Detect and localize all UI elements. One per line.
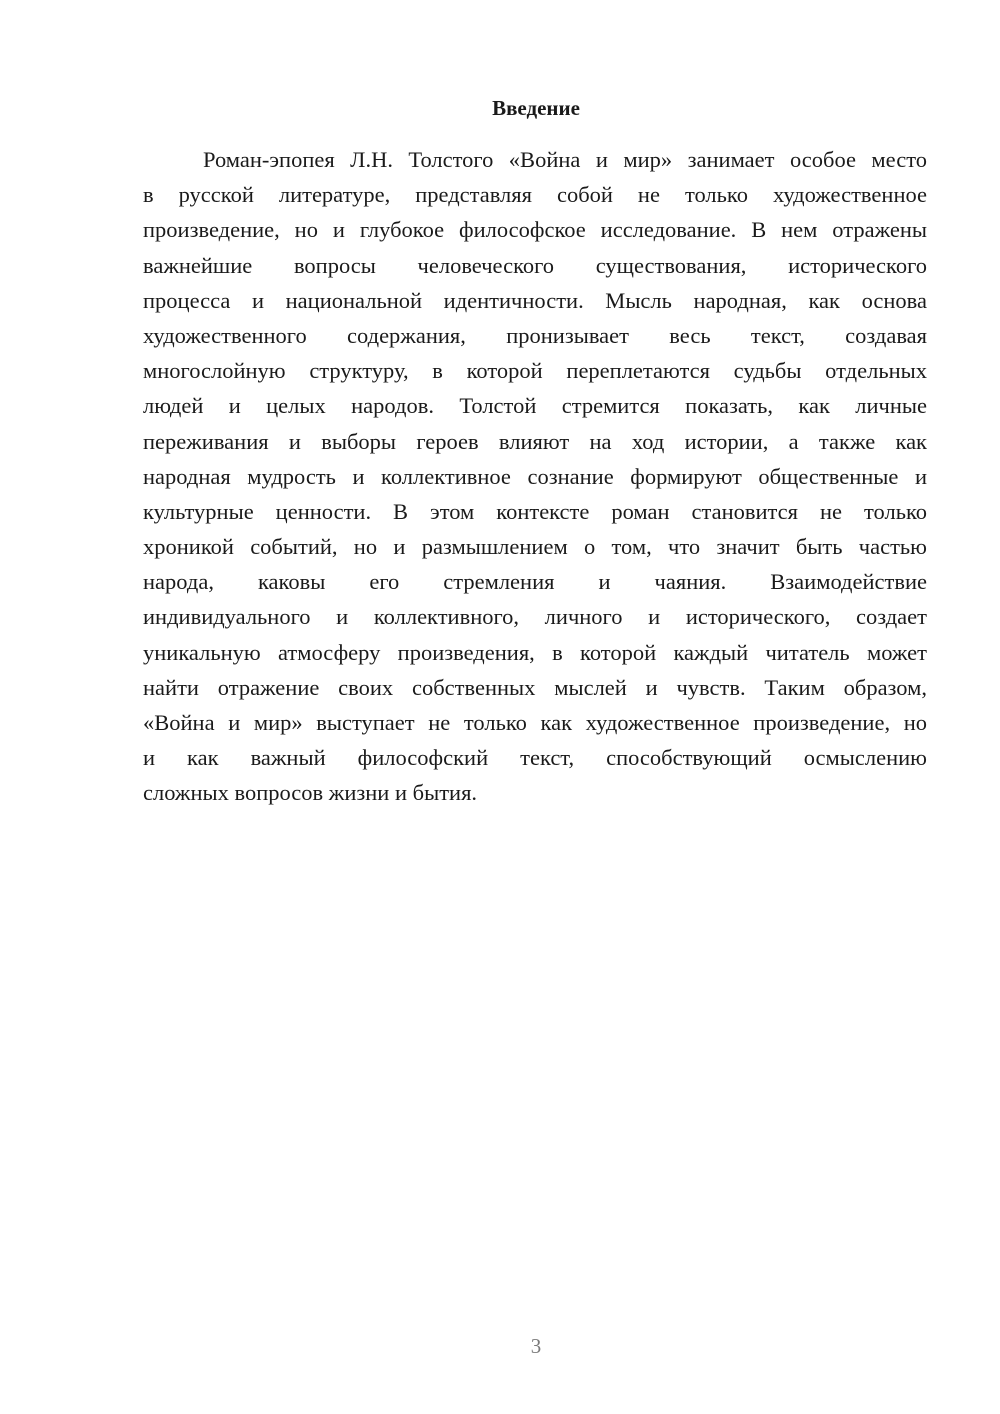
paragraph-line: хроникой событий, но и размышлением о том, что значит быть частью (143, 534, 927, 560)
paragraph-line: людей и целых народов. Толстой стремится показать, как личные (143, 393, 927, 419)
page-number: 3 (530, 1334, 542, 1358)
paragraph-line: переживания и выборы героев влияют на ход истории, а также как (143, 428, 927, 454)
paragraph-line: важнейшие вопросы человеческого существования, исторического (143, 252, 927, 278)
paragraph-line: в русской литературе, представляя собой не только художественное (143, 182, 927, 208)
paragraph-line: «Война и мир» выступает не только как художественное произведение, но (143, 710, 927, 735)
paragraph-line: процесса и национальной идентичности. Мысль народная, как основа (143, 287, 927, 313)
paragraph-line: культурные ценности. В этом контексте роман становится не только (143, 498, 927, 524)
body-paragraph (143, 142, 927, 811)
paragraph-line: художественного содержания, пронизывает весь текст, создавая (143, 322, 927, 348)
paragraph-line: сложных вопросов жизни и бытия. (143, 780, 478, 806)
paragraph-line: народа, каковы его стремления и чаяния. Взаимодействие (143, 569, 927, 595)
paragraph-line: народная мудрость и коллективное сознание формируют общественные и (143, 463, 927, 489)
section-heading: Введение (492, 96, 580, 120)
paragraph-line: индивидуального и коллективного, личного и исторического, создает (143, 604, 927, 630)
paragraph-line: произведение, но и глубокое философское исследование. В нем отражены (143, 217, 927, 243)
paragraph-line: уникальную атмосферу произведения, в которой каждый читатель может (143, 639, 927, 665)
paragraph-line: и как важный философский текст, способствующий осмыслению (143, 745, 927, 771)
paragraph-line: многослойную структуру, в которой переплетаются судьбы отдельных (143, 358, 927, 384)
paragraph-line: найти отражение своих собственных мыслей и чувств. Таким образом, (143, 674, 927, 700)
paragraph-line: Роман-эпопея Л.Н. Толстого «Война и мир» занимает особое место (203, 147, 927, 172)
